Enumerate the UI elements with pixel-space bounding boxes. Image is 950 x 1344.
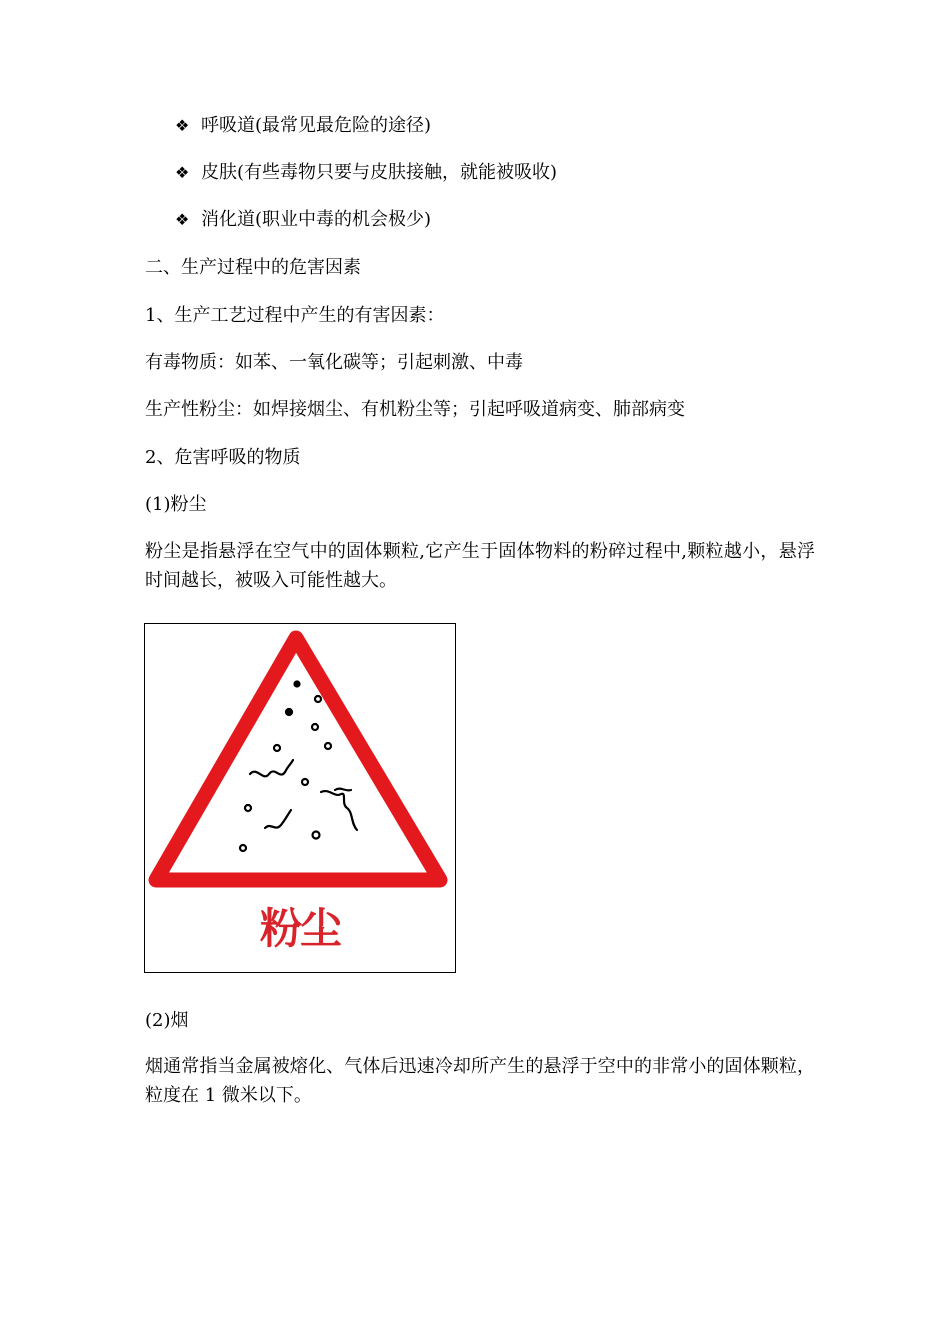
smoke-description-paragraph: 烟通常指当金属被熔化、气体后迅速冷却所产生的悬浮于空中的非常小的固体颗粒，粒度在 1 微米以下。 <box>145 1056 815 1106</box>
dust-description-paragraph: 粉尘是指悬浮在空气中的固体颗粒,它产生于固体物料的粉碎过程中,颗粒越小，悬浮时间越长，被吸入可能性越大。 <box>145 541 815 591</box>
sign-caption: 粉尘 <box>259 904 340 953</box>
toxic-substances-line: 有毒物质：如苯、一氧化碳等；引起刺激、中毒 <box>145 352 523 373</box>
subsection-heading-1: 1、生产工艺过程中产生的有害因素： <box>145 305 445 326</box>
bullet-text: 呼吸道(最常见最危险的途径) <box>201 115 432 136</box>
diamond-bullet-icon: ❖ <box>175 210 190 229</box>
bullet-item-respiratory <box>175 114 431 138</box>
item-heading-dust: (1)粉尘 <box>145 494 207 515</box>
item-heading-smoke: (2)烟 <box>145 1010 189 1031</box>
diamond-bullet-icon: ❖ <box>175 116 190 135</box>
subsection-heading-2: 2、危害呼吸的物质 <box>145 447 301 468</box>
bullet-item-digestive <box>175 208 431 232</box>
dust-warning-sign-image <box>144 623 456 973</box>
productive-dust-line: 生产性粉尘：如焊接烟尘、有机粉尘等；引起呼吸道病变、肺部病变 <box>145 399 685 420</box>
bullet-item-skin <box>175 161 557 185</box>
diamond-bullet-icon: ❖ <box>175 163 190 182</box>
section-heading: 二、生产过程中的危害因素 <box>145 257 361 278</box>
bullet-text: 消化道(职业中毒的机会极少) <box>201 209 432 230</box>
bullet-text: 皮肤(有些毒物只要与皮肤接触，就能被吸收) <box>201 162 558 183</box>
